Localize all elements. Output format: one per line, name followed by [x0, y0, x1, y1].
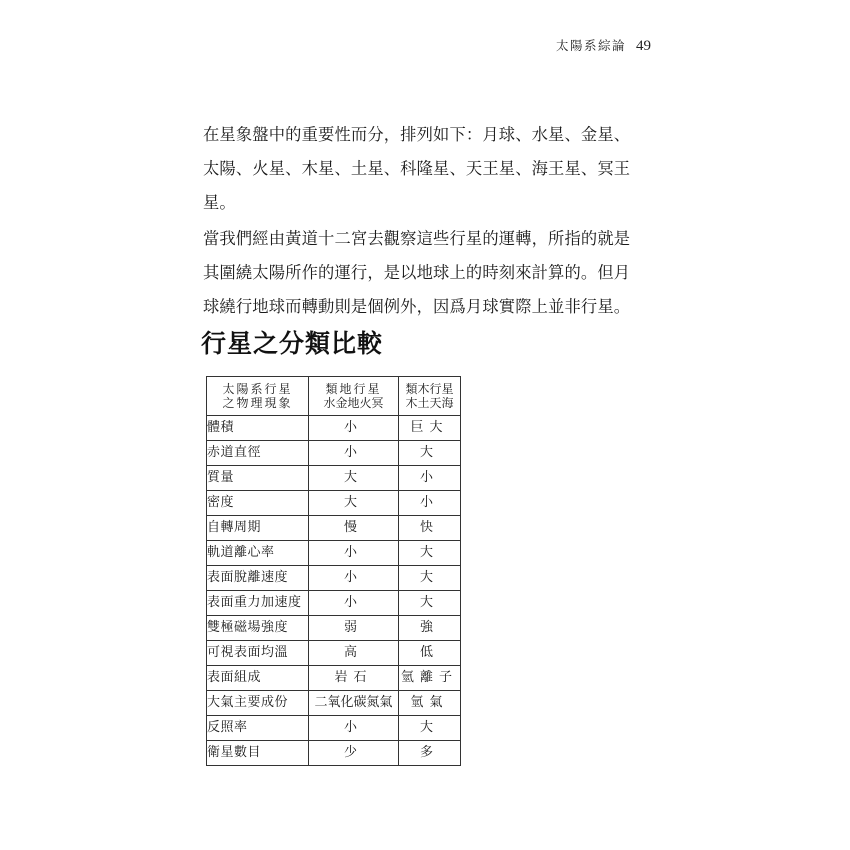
- jovian-value-cell: 快: [399, 516, 461, 541]
- terrestrial-value-cell: 大: [309, 491, 399, 516]
- terrestrial-value-cell: 小: [309, 566, 399, 591]
- section-title: 行星之分類比較: [201, 329, 384, 358]
- header-label: 太陽系行星: [222, 382, 293, 396]
- page-number: 49: [636, 38, 652, 54]
- jovian-value-cell: 小: [399, 466, 461, 491]
- header-label: 水金地火冥: [323, 396, 384, 410]
- header-label: 類地行星: [325, 382, 382, 396]
- body-line: 當我們經由黃道十二宮去觀察這些行星的運轉，所指的就是: [203, 229, 631, 248]
- jovian-value-cell: 大: [399, 716, 461, 741]
- jovian-value-cell: 強: [399, 616, 461, 641]
- terrestrial-value-cell: 小: [309, 441, 399, 466]
- table-body: [207, 416, 461, 766]
- property-cell: 密度: [207, 491, 309, 516]
- header-label: 木土天海: [405, 396, 454, 410]
- jovian-value-cell: 氫氣: [399, 691, 461, 716]
- body-line: 星。: [203, 193, 236, 212]
- property-cell: 表面脫離速度: [207, 566, 309, 591]
- table-row: [207, 516, 461, 541]
- header-terrestrial-planets: [309, 377, 399, 416]
- property-cell: 反照率: [207, 716, 309, 741]
- jovian-value-cell: 大: [399, 566, 461, 591]
- table-row: [207, 616, 461, 641]
- table-row: [207, 541, 461, 566]
- property-cell: 衛星數目: [207, 741, 309, 766]
- table-row: [207, 416, 461, 441]
- table-row: [207, 716, 461, 741]
- header-jovian-planets: [399, 377, 461, 416]
- terrestrial-value-cell: 弱: [309, 616, 399, 641]
- table-row: [207, 641, 461, 666]
- planet-comparison-table: [206, 376, 461, 766]
- jovian-value-cell: 巨大: [399, 416, 461, 441]
- terrestrial-value-cell: 小: [309, 416, 399, 441]
- jovian-value-cell: 氫離子: [399, 666, 461, 691]
- table-header-row: [207, 377, 461, 416]
- property-cell: 軌道離心率: [207, 541, 309, 566]
- terrestrial-value-cell: 小: [309, 591, 399, 616]
- body-line: 在星象盤中的重要性而分，排列如下：月球、水星、金星、: [203, 125, 631, 144]
- terrestrial-value-cell: 慢: [309, 516, 399, 541]
- terrestrial-value-cell: 少: [309, 741, 399, 766]
- jovian-value-cell: 大: [399, 441, 461, 466]
- table-row: [207, 491, 461, 516]
- table-row: [207, 666, 461, 691]
- property-cell: 體積: [207, 416, 309, 441]
- property-cell: 赤道直徑: [207, 441, 309, 466]
- running-title: 太陽系綜論: [556, 38, 627, 53]
- jovian-value-cell: 多: [399, 741, 461, 766]
- terrestrial-value-cell: 岩石: [309, 666, 399, 691]
- body-line: 球繞行地球而轉動則是個例外，因爲月球實際上並非行星。: [203, 297, 631, 316]
- property-cell: 表面組成: [207, 666, 309, 691]
- running-head: [556, 36, 651, 55]
- body-line: 太陽、火星、木星、土星、科隆星、天王星、海王星、冥王: [203, 159, 631, 178]
- header-label: 類木行星: [405, 382, 454, 396]
- jovian-value-cell: 大: [399, 541, 461, 566]
- property-cell: 質量: [207, 466, 309, 491]
- table-row: [207, 691, 461, 716]
- jovian-value-cell: 大: [399, 591, 461, 616]
- property-cell: 表面重力加速度: [207, 591, 309, 616]
- table-row: [207, 591, 461, 616]
- property-cell: 大氣主要成份: [207, 691, 309, 716]
- jovian-value-cell: 小: [399, 491, 461, 516]
- table-row: [207, 566, 461, 591]
- property-cell: 可視表面均溫: [207, 641, 309, 666]
- header-physical-phenomena: [207, 377, 309, 416]
- terrestrial-value-cell: 高: [309, 641, 399, 666]
- property-cell: 雙極磁場強度: [207, 616, 309, 641]
- terrestrial-value-cell: 小: [309, 716, 399, 741]
- jovian-value-cell: 低: [399, 641, 461, 666]
- body-line: 其圍繞太陽所作的運行，是以地球上的時刻來計算的。但月: [203, 263, 631, 282]
- property-cell: 自轉周期: [207, 516, 309, 541]
- terrestrial-value-cell: 二氧化碳氮氣: [309, 691, 399, 716]
- header-label: 之物理現象: [222, 396, 293, 410]
- table-row: [207, 741, 461, 766]
- terrestrial-value-cell: 大: [309, 466, 399, 491]
- terrestrial-value-cell: 小: [309, 541, 399, 566]
- table-row: [207, 441, 461, 466]
- table-row: [207, 466, 461, 491]
